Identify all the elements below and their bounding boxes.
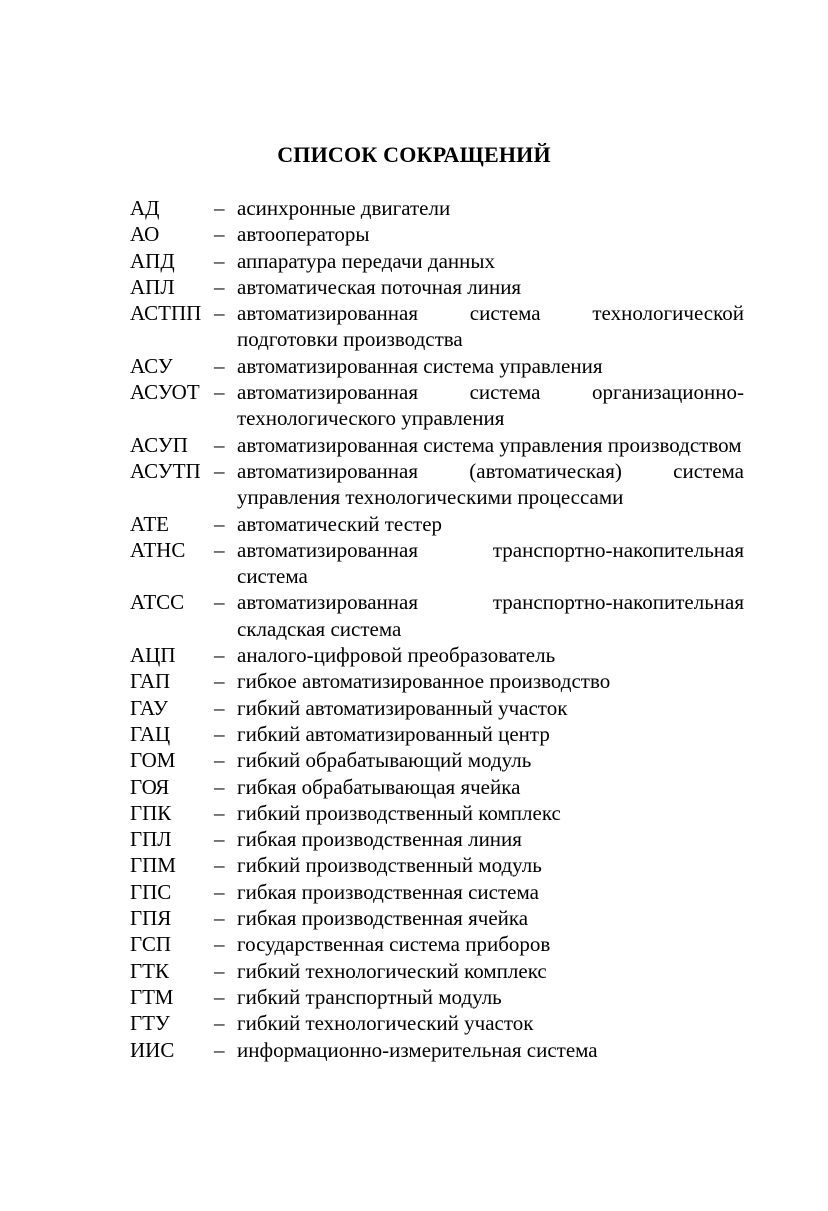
definition: гибкий производственный комплекс: [237, 800, 561, 825]
definition: автоматическая поточная линия: [237, 274, 522, 299]
list-item: [130, 1010, 744, 1036]
abbreviation: ГАЦ: [130, 721, 171, 746]
list-item: [130, 195, 744, 221]
list-item: [130, 589, 744, 642]
list-item: [130, 747, 744, 773]
dash-separator: –: [214, 380, 225, 405]
dash-separator: –: [214, 853, 225, 878]
list-item: [130, 511, 744, 537]
definition: автоматизированная система управления производством: [237, 432, 742, 457]
dash-separator: –: [214, 432, 225, 457]
abbreviation: АТНС: [130, 537, 186, 562]
dash-separator: –: [214, 274, 225, 299]
dash-separator: –: [214, 196, 225, 220]
definition: автоматизированная транспортно-накопительная складская система: [237, 590, 744, 641]
dash-separator: –: [214, 827, 225, 852]
dash-separator: –: [214, 511, 225, 536]
definition: автоматизированная система управления: [237, 353, 603, 378]
abbreviation: АСУП: [130, 432, 188, 457]
definition: гибкая производственная ячейка: [237, 906, 529, 931]
definition: автоматический тестер: [237, 511, 443, 536]
list-item: [130, 248, 744, 274]
list-item: [130, 774, 744, 800]
list-item: [130, 905, 744, 931]
list-item: [130, 800, 744, 826]
dash-separator: –: [214, 458, 225, 483]
list-item: [130, 300, 744, 353]
list-item: [130, 458, 744, 511]
dash-separator: –: [214, 800, 225, 825]
abbreviation: АПЛ: [130, 274, 175, 299]
abbreviation: ГПМ: [130, 853, 176, 878]
abbreviation: АСТПП: [130, 301, 202, 326]
list-item: [130, 879, 744, 905]
list-item: [130, 221, 744, 247]
dash-separator: –: [214, 774, 225, 799]
abbreviation: АЦП: [130, 643, 176, 668]
definition: информационно-измерительная система: [237, 1037, 598, 1062]
dash-separator: –: [214, 1011, 225, 1036]
dash-separator: –: [214, 1037, 225, 1062]
definition: гибкий обрабатывающий модуль: [237, 748, 532, 773]
list-item: [130, 537, 744, 590]
list-item: [130, 432, 744, 458]
list-item: [130, 1037, 744, 1063]
definition: гибкая производственная система: [237, 879, 539, 904]
abbreviation: ГПЛ: [130, 827, 172, 852]
list-item: [130, 984, 744, 1010]
dash-separator: –: [214, 537, 225, 562]
definition: гибкий автоматизированный центр: [237, 721, 550, 746]
abbreviation: АО: [130, 222, 160, 247]
definition: автоматизированная (автоматическая) система управления технологическими процессами: [237, 458, 744, 510]
abbreviation: ГСП: [130, 932, 172, 957]
definition: гибкая обрабатывающая ячейка: [237, 774, 521, 799]
list-item: [130, 958, 744, 984]
definition: гибкий производственный модуль: [237, 853, 542, 878]
abbreviation: АТСС: [130, 590, 185, 615]
list-item: [130, 852, 744, 878]
list-item: [130, 931, 744, 957]
page-title: СПИСОК СОКРАЩЕНИЙ: [277, 142, 551, 167]
dash-separator: –: [214, 222, 225, 247]
abbreviation: ГПС: [130, 879, 172, 904]
dash-separator: –: [214, 721, 225, 746]
abbreviation: ГПК: [130, 800, 172, 825]
list-item: [130, 668, 744, 694]
definition: автооператоры: [237, 222, 370, 247]
definition: автоматизированная система организационно-технологического управления: [237, 380, 744, 431]
list-item: [130, 642, 744, 668]
definition: гибкий технологический участок: [237, 1011, 534, 1036]
dash-separator: –: [214, 984, 225, 1009]
abbreviation: АТЕ: [130, 511, 169, 536]
abbreviation: ГАУ: [130, 695, 169, 720]
dash-separator: –: [214, 248, 225, 273]
definition: государственная система приборов: [237, 932, 551, 957]
definition: асинхронные двигатели: [237, 196, 451, 220]
definition: аппаратура передачи данных: [237, 248, 495, 273]
abbreviation: ГТК: [130, 958, 169, 983]
dash-separator: –: [214, 879, 225, 904]
definition: гибкий технологический комплекс: [237, 958, 547, 983]
abbreviation: ГТУ: [130, 1011, 170, 1036]
list-item: [130, 353, 744, 379]
dash-separator: –: [214, 958, 225, 983]
abbreviation: ГОЯ: [130, 774, 170, 799]
definition: гибкое автоматизированное производство: [237, 669, 611, 694]
dash-separator: –: [214, 643, 225, 668]
dash-separator: –: [214, 906, 225, 931]
dash-separator: –: [214, 932, 225, 957]
list-item: [130, 274, 744, 300]
definition: аналого-цифровой преобразователь: [237, 643, 556, 668]
definition: гибкий транспортный модуль: [237, 984, 502, 1009]
abbreviation: АСУОТ: [130, 380, 200, 405]
abbreviation: АСУТП: [130, 458, 201, 483]
definition: гибкий автоматизированный участок: [237, 695, 568, 720]
abbreviation: ГПЯ: [130, 906, 172, 931]
abbreviation: ИИС: [130, 1037, 175, 1062]
abbreviation: ГОМ: [130, 748, 176, 773]
abbreviation: АПД: [130, 248, 175, 273]
abbreviation-list: [130, 195, 744, 1063]
list-item: [130, 721, 744, 747]
definition: гибкая производственная линия: [237, 827, 522, 852]
abbreviation: АД: [130, 196, 160, 220]
dash-separator: –: [214, 695, 225, 720]
dash-separator: –: [214, 669, 225, 694]
definition: автоматизированная система технологической подготовки производства: [237, 301, 744, 352]
dash-separator: –: [214, 748, 225, 773]
definition: автоматизированная транспортно-накопительная система: [237, 537, 744, 589]
list-item: [130, 826, 744, 852]
list-item: [130, 379, 744, 432]
list-item: [130, 695, 744, 721]
dash-separator: –: [214, 301, 225, 326]
abbreviation: АСУ: [130, 353, 173, 378]
dash-separator: –: [214, 590, 225, 615]
abbreviation: ГАП: [130, 669, 171, 694]
abbreviation: ГТМ: [130, 984, 174, 1009]
dash-separator: –: [214, 353, 225, 378]
